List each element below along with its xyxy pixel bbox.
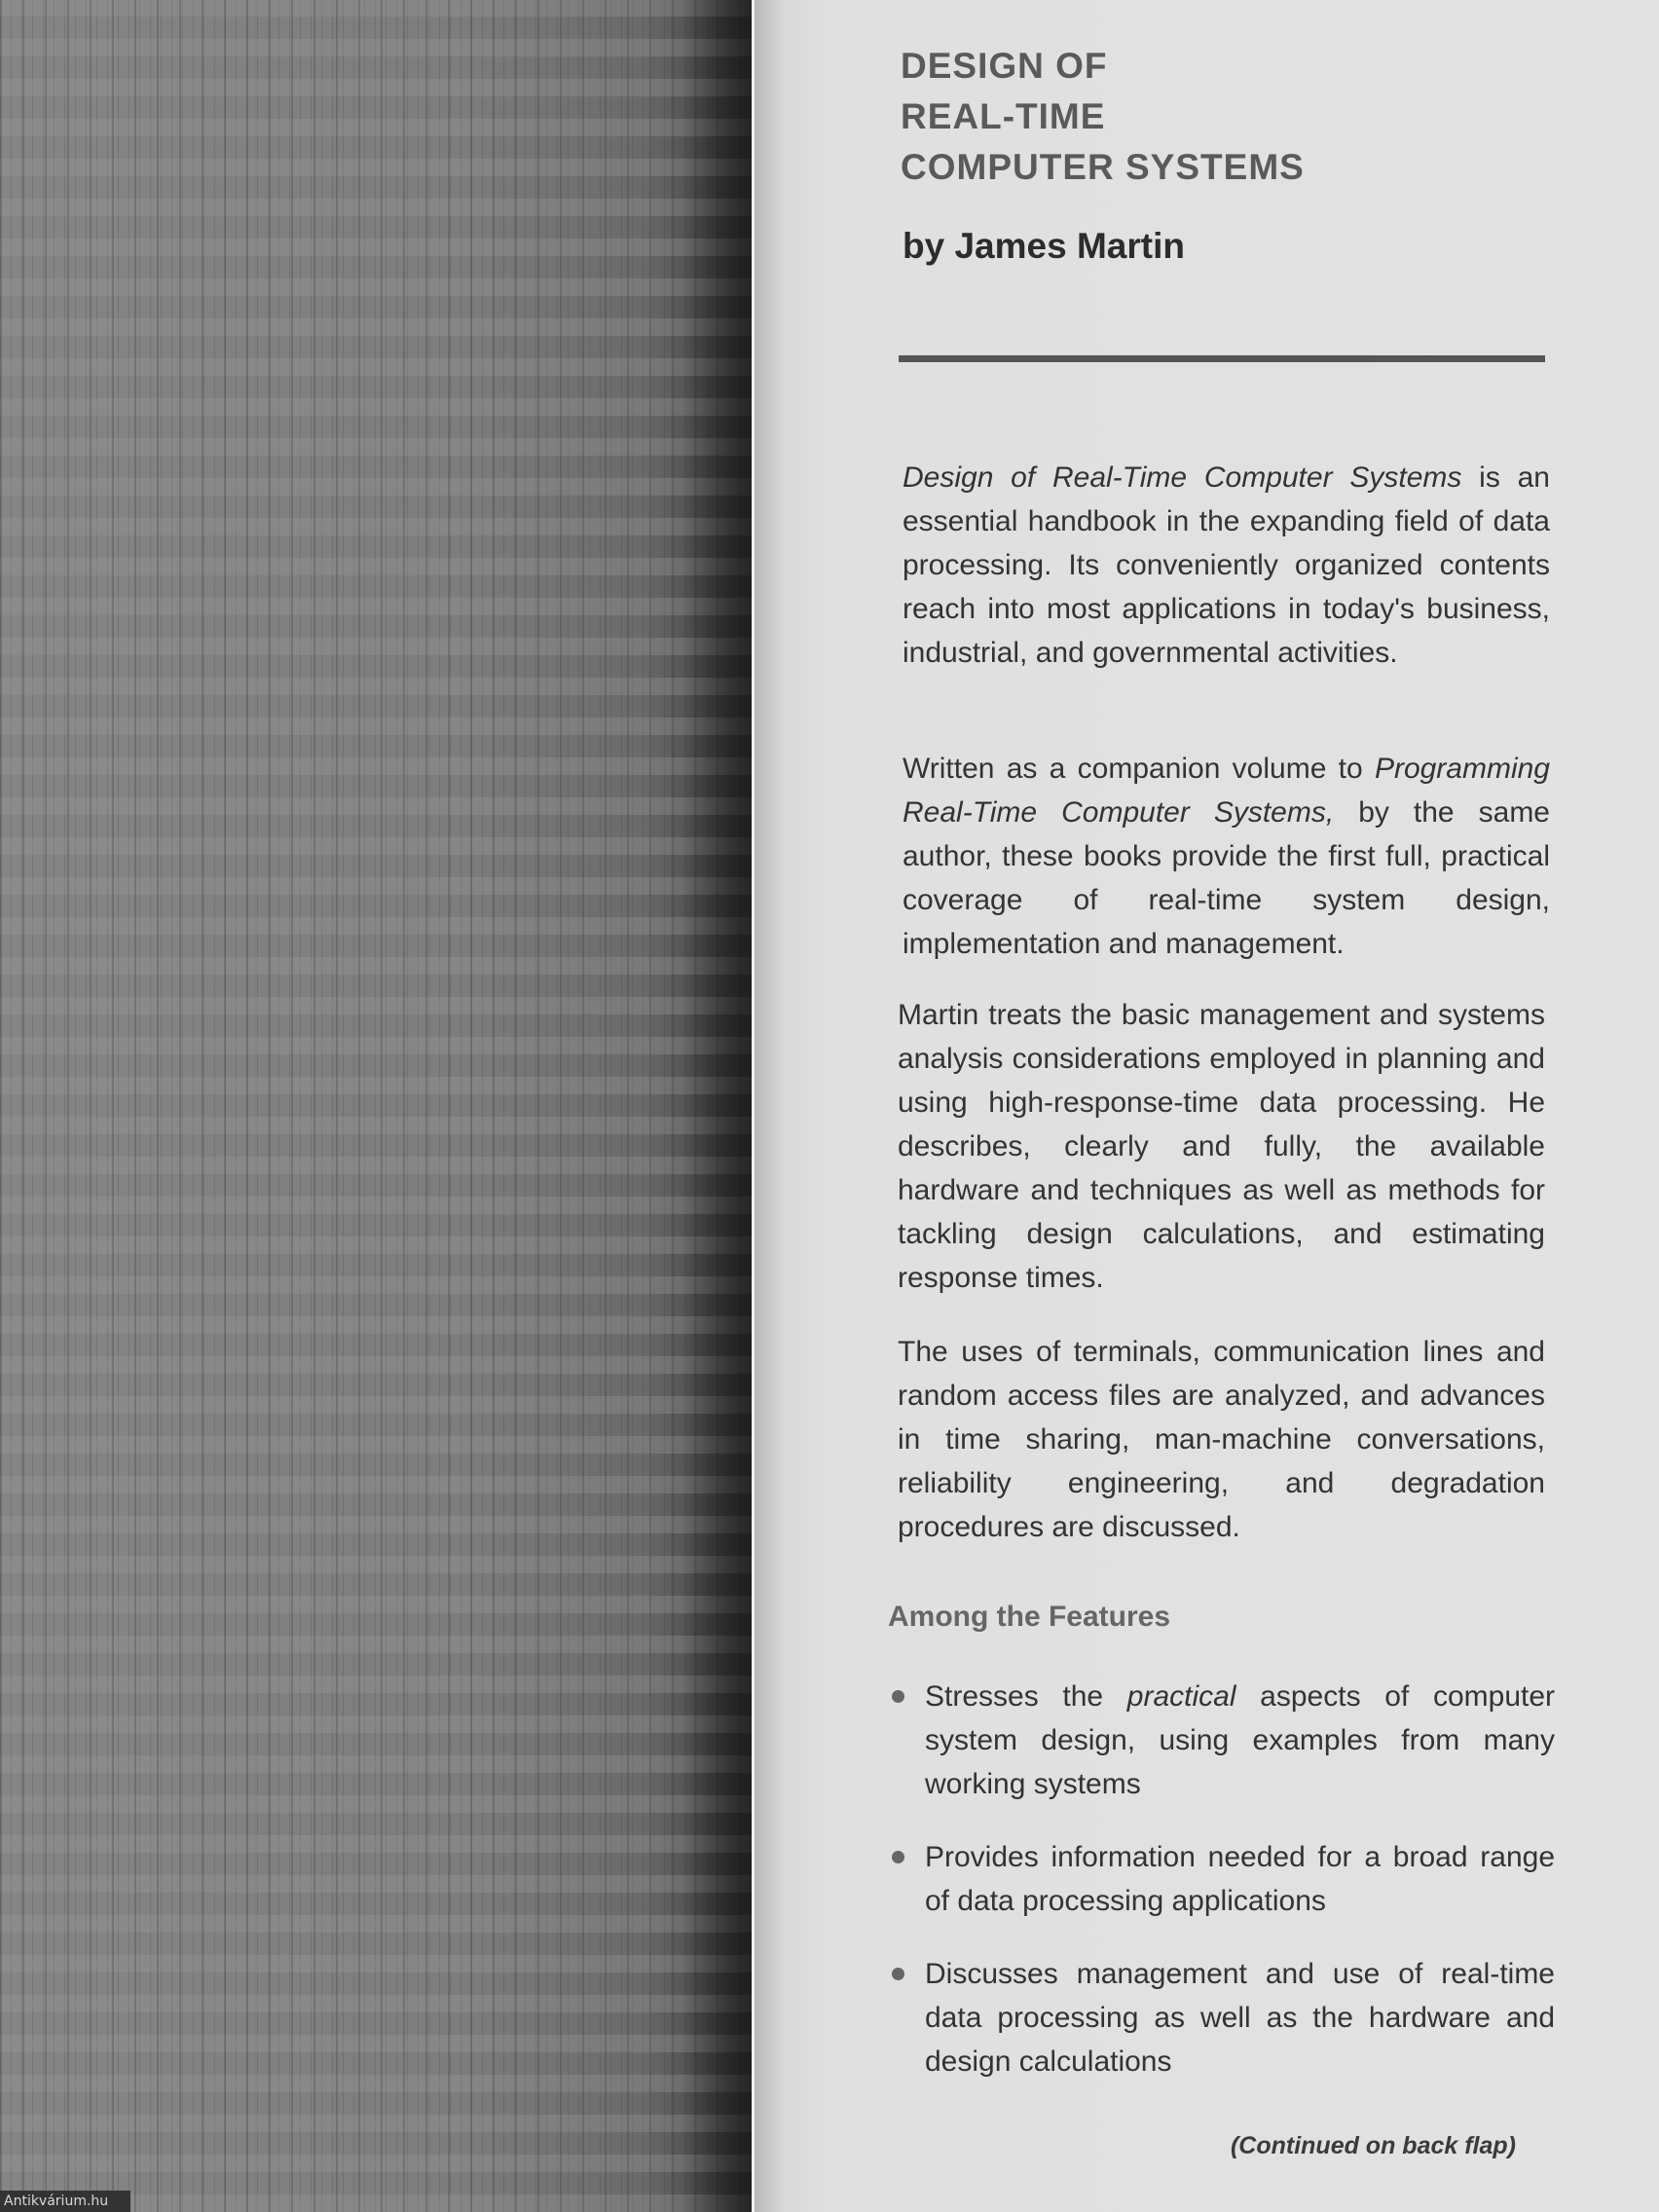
paragraph-management: Martin treats the basic management and systems analysis considerations employed in planning and using high-response-time data processing. He describes, clearly and fully, the available hardware and techniques as well as methods for tackling design calculations, and estimating response times.: [898, 999, 1545, 1294]
title-line-3: COMPUTER SYSTEMS: [901, 147, 1305, 187]
feature-item: [888, 1952, 1555, 2083]
author-line: by James Martin: [903, 226, 1185, 266]
paragraph-companion-pre: Written as a companion volume to: [903, 753, 1375, 785]
book-title: [901, 41, 1305, 193]
feature-item: [888, 1675, 1555, 1806]
watermark: Antikvárium.hu: [0, 2191, 130, 2212]
paragraph-terminals: The uses of terminals, communication lines and random access files are analyzed, and advances in time sharing, man-machine conversations, reliability engineering, and degradation procedures are discussed.: [898, 1336, 1545, 1543]
flap-page: [755, 0, 1659, 2212]
paragraph-companion-text: by the same author, these books provide the first full, practical coverage of real-time system design, implementation and management.: [903, 796, 1550, 960]
feature-1-em: practical: [1126, 1680, 1236, 1713]
paragraph-intro-text: is an essential handbook in the expanding field of data processing. Its conveniently organized contents reach into most applications in today's business, industrial, and governmental activities.: [903, 461, 1550, 669]
paragraph-intro: [903, 456, 1550, 675]
book-title-italic: Design of Real-Time Computer Systems: [903, 461, 1462, 494]
feature-1-rest: aspects of computer system design, using examples from many working systems: [925, 1680, 1556, 1800]
bullet-icon: [892, 1968, 904, 1980]
feature-2-text: Provides information needed for a broad range of data processing applications: [925, 1841, 1555, 1917]
continued-note: (Continued on back flap): [1230, 2132, 1516, 2159]
feature-3-text: Discusses management and use of real-time data processing as well as the hardware and design calculations: [925, 1958, 1555, 2078]
title-line-2: REAL-TIME: [901, 96, 1106, 136]
bullet-icon: [892, 1690, 904, 1703]
bullet-icon: [892, 1851, 904, 1863]
divider-rule: [899, 355, 1545, 362]
book-cover-board: [0, 0, 759, 2212]
feature-item: [888, 1835, 1555, 1923]
features-list: [888, 1675, 1555, 2113]
companion-title-italic: Programming Real-Time Computer Systems,: [903, 753, 1550, 829]
title-line-1: DESIGN OF: [901, 46, 1108, 86]
paragraph-companion: [903, 747, 1550, 966]
features-heading: Among the Features: [888, 1601, 1171, 1633]
feature-1-pre: Stresses the: [925, 1680, 1127, 1713]
